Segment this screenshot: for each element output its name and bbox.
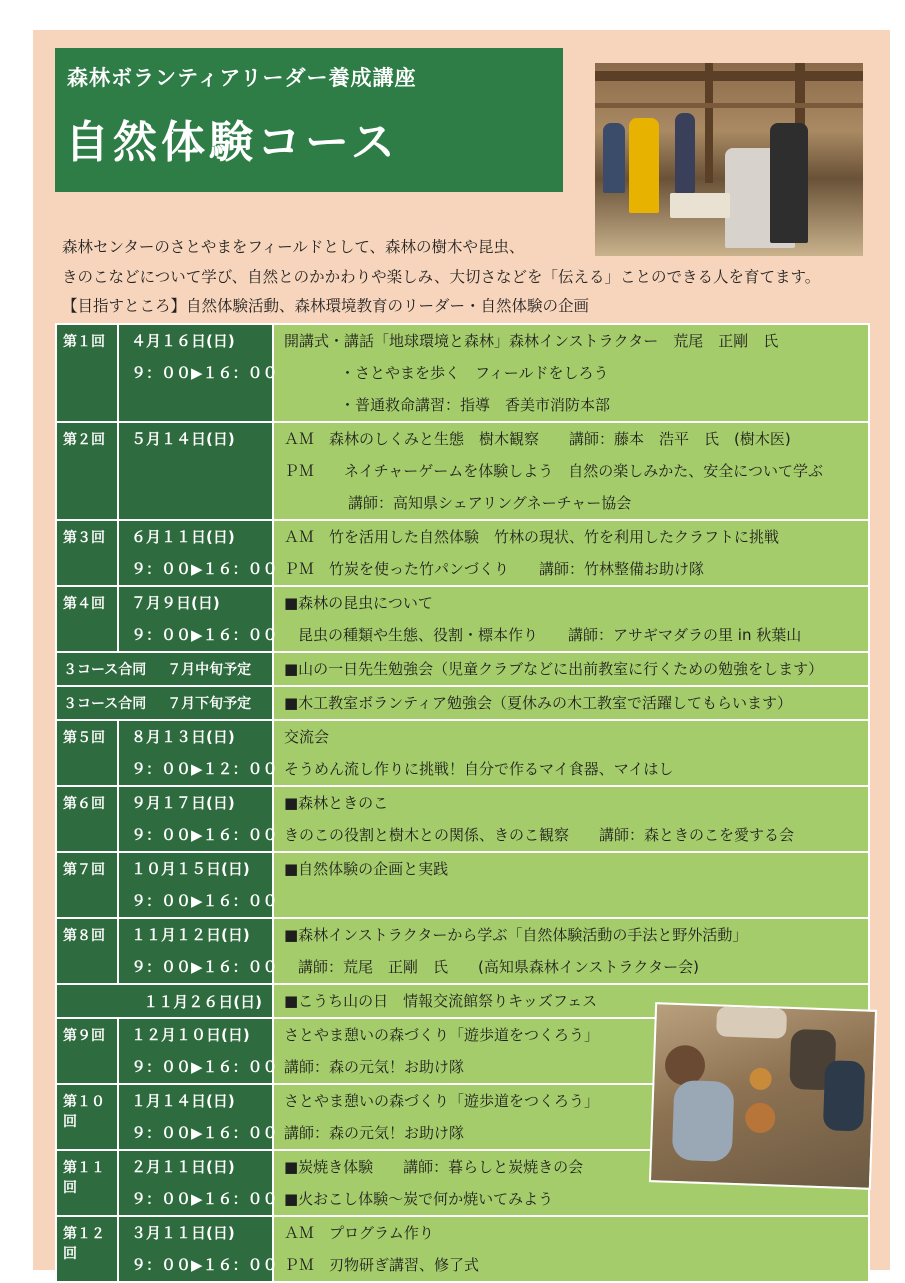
session-number: 第２回	[56, 422, 118, 520]
session-date: ４月１６日(日)	[131, 332, 235, 350]
description-line: ■森林インストラクターから学ぶ「自然体験活動の手法と野外活動」	[284, 926, 748, 944]
session-date: ７月９日(日)	[131, 594, 220, 612]
session-number: 第７回	[56, 852, 118, 918]
intro-text-line2: きのこなどについて学び、自然とのかかわりや楽しみ、大切さなどを「伝える」ことのできる人を育てます。	[62, 268, 821, 286]
session-number: 第１１回	[56, 1150, 118, 1216]
session-date: ８月１３日(日)	[131, 728, 235, 746]
session-number: 第１２回	[56, 1216, 118, 1282]
session-number: 第９回	[56, 1018, 118, 1084]
description-line: 昆虫の種類や生態、役割・標本作り 講師：アサギマダラの里 in 秋葉山	[298, 626, 802, 644]
description-line: 交流会	[284, 728, 330, 746]
table-row	[56, 324, 869, 422]
description-line: ・普通救命講習：指導 香美市消防本部	[340, 396, 611, 414]
joint-date: ７月中旬予定	[167, 662, 252, 678]
description-line: ＰＭ 刃物研ぎ講習、修了式	[284, 1256, 480, 1274]
session-time: ９：００▶１６：００	[131, 1058, 278, 1076]
joint-label: ３コース合同	[63, 662, 147, 678]
session-date-cell	[118, 520, 278, 586]
description-line: ■炭焼き体験 講師：暮らしと炭焼きの会	[284, 1158, 584, 1176]
intro-text-line1: 森林センターのさとやまをフィールドとして、森林の樹木や昆虫、	[62, 238, 525, 256]
session-date-cell	[118, 586, 278, 652]
table-row	[56, 720, 869, 786]
joint-session-cell	[56, 652, 273, 686]
description-line-empty	[284, 885, 868, 917]
session-time: ９：００▶１６：００	[131, 1124, 278, 1142]
session-date: １月１４日(日)	[131, 1092, 235, 1110]
session-date: １１月１２日(日)	[131, 926, 250, 944]
description-line: ■木工教室ボランティア勉強会（夏休みの木工教室で活躍してもらいます）	[284, 694, 792, 712]
description-line: さとやま憩いの森づくり「遊歩道をつくろう」	[284, 1092, 600, 1110]
joint-date: ７月下旬予定	[167, 696, 252, 712]
description-line: 講師：森の元気！お助け隊	[284, 1124, 465, 1142]
session-date-cell	[118, 1216, 278, 1282]
session-time: ９：００▶１６：００	[131, 826, 278, 844]
joint-session-cell	[56, 686, 273, 720]
forest-activity-photo	[595, 63, 863, 256]
session-description	[273, 786, 869, 852]
session-description	[273, 720, 869, 786]
session-date-cell	[118, 1084, 278, 1150]
session-date-cell	[118, 1018, 278, 1084]
session-description	[273, 686, 869, 720]
charcoal-cooking-photo	[649, 1002, 877, 1190]
session-number: 第５回	[56, 720, 118, 786]
session-date: ５月１４日(日)	[131, 430, 235, 448]
session-number: 第４回	[56, 586, 118, 652]
session-date-cell	[118, 422, 273, 520]
session-description	[273, 586, 869, 652]
description-line: ■自然体験の企画と実践	[284, 860, 449, 878]
session-number: 第１回	[56, 324, 118, 422]
session-date: ６月１１日(日)	[131, 528, 235, 546]
table-row	[56, 586, 869, 652]
table-row	[56, 520, 869, 586]
session-description	[273, 852, 869, 918]
description-line: きのこの役割と樹木との関係、きのこ観察 講師：森ときのこを愛する会	[284, 826, 795, 844]
session-date: ９月１７日(日)	[131, 794, 235, 812]
session-date-cell	[118, 918, 278, 984]
session-description	[273, 652, 869, 686]
description-line: そうめん流し作りに挑戦！自分で作るマイ食器、マイはし	[284, 760, 674, 778]
description-line: ＡＭ 森林のしくみと生態 樹木観察 講師：藤本 浩平 氏 (樹木医)	[284, 430, 791, 448]
title-banner	[55, 48, 563, 192]
aim-text: 【目指すところ】自然体験活動、森林環境教育のリーダー・自然体験の企画	[62, 297, 590, 315]
session-date-cell	[118, 720, 278, 786]
description-line: ■森林の昆虫について	[284, 594, 433, 612]
description-line: ＡＭ プログラム作り	[284, 1224, 434, 1242]
session-number: 第１０回	[56, 1084, 118, 1150]
description-line: ＰＭ 竹炭を使った竹パンづくり 講師：竹林整備お助け隊	[284, 560, 705, 578]
session-description	[273, 324, 869, 422]
table-row	[56, 1216, 869, 1282]
session-time: ９：００▶１６：００	[131, 560, 278, 578]
session-number: 第６回	[56, 786, 118, 852]
joint-label: ３コース合同	[63, 696, 147, 712]
description-line: 講師：荒尾 正剛 氏 (高知県森林インストラクター会)	[298, 958, 699, 976]
table-row	[56, 918, 869, 984]
table-row	[56, 786, 869, 852]
session-time: ９：００▶１２：００	[131, 760, 278, 778]
description-line: ＡＭ 竹を活用した自然体験 竹林の現状、竹を利用したクラフトに挑戦	[284, 528, 780, 546]
description-line: 開講式・講話「地球環境と森林」森林インストラクター 荒尾 正剛 氏	[284, 332, 779, 350]
session-date-cell	[118, 786, 278, 852]
session-date: １２月１０日(日)	[131, 1026, 250, 1044]
session-date-cell	[118, 1150, 278, 1216]
session-time: ９：００▶１６：００	[131, 364, 278, 382]
session-description	[273, 918, 869, 984]
session-date: ２月１１日(日)	[131, 1158, 235, 1176]
session-time: ９：００▶１６：００	[131, 1256, 278, 1274]
description-line: ■山の一日先生勉強会（児童クラブなどに出前教室に行くための勉強をします）	[284, 660, 824, 678]
description-line: ＰＭ ネイチャーゲームを体験しよう 自然の楽しみかた、安全について学ぶ	[284, 462, 823, 480]
session-number: 第３回	[56, 520, 118, 586]
description-line: ■森林ときのこ	[284, 794, 389, 812]
description-line: 講師：森の元気！お助け隊	[284, 1058, 465, 1076]
description-line: ■火おこし体験〜炭で何か焼いてみよう	[284, 1190, 554, 1208]
session-description	[273, 1216, 869, 1282]
session-date-cell	[118, 324, 278, 422]
session-date-cell	[118, 852, 278, 918]
table-row	[56, 852, 869, 918]
session-date: ３月１１日(日)	[131, 1224, 235, 1242]
event-date: １１月２６日(日)	[56, 984, 273, 1018]
description-line: ■こうち山の日 情報交流館祭りキッズフェス	[284, 992, 598, 1010]
session-time: ９：００▶１６：００	[131, 1190, 278, 1208]
session-time: ９：００▶１６：００	[131, 892, 278, 910]
session-description	[273, 422, 869, 520]
table-row	[56, 686, 869, 720]
session-number: 第８回	[56, 918, 118, 984]
description-line: ・さとやまを歩く フィールドをしろう	[340, 364, 609, 382]
session-description	[273, 520, 869, 586]
table-row	[56, 422, 869, 520]
session-time: ９：００▶１６：００	[131, 958, 278, 976]
session-date: １０月１５日(日)	[131, 860, 250, 878]
course-series-title: 森林ボランティアリーダー養成講座	[67, 66, 417, 90]
description-line: 講師：高知県シェアリングネーチャー協会	[348, 494, 632, 512]
course-title: 自然体験コース	[65, 117, 399, 168]
session-time: ９：００▶１６：００	[131, 626, 278, 644]
description-line: さとやま憩いの森づくり「遊歩道をつくろう」	[284, 1026, 600, 1044]
table-row	[56, 652, 869, 686]
